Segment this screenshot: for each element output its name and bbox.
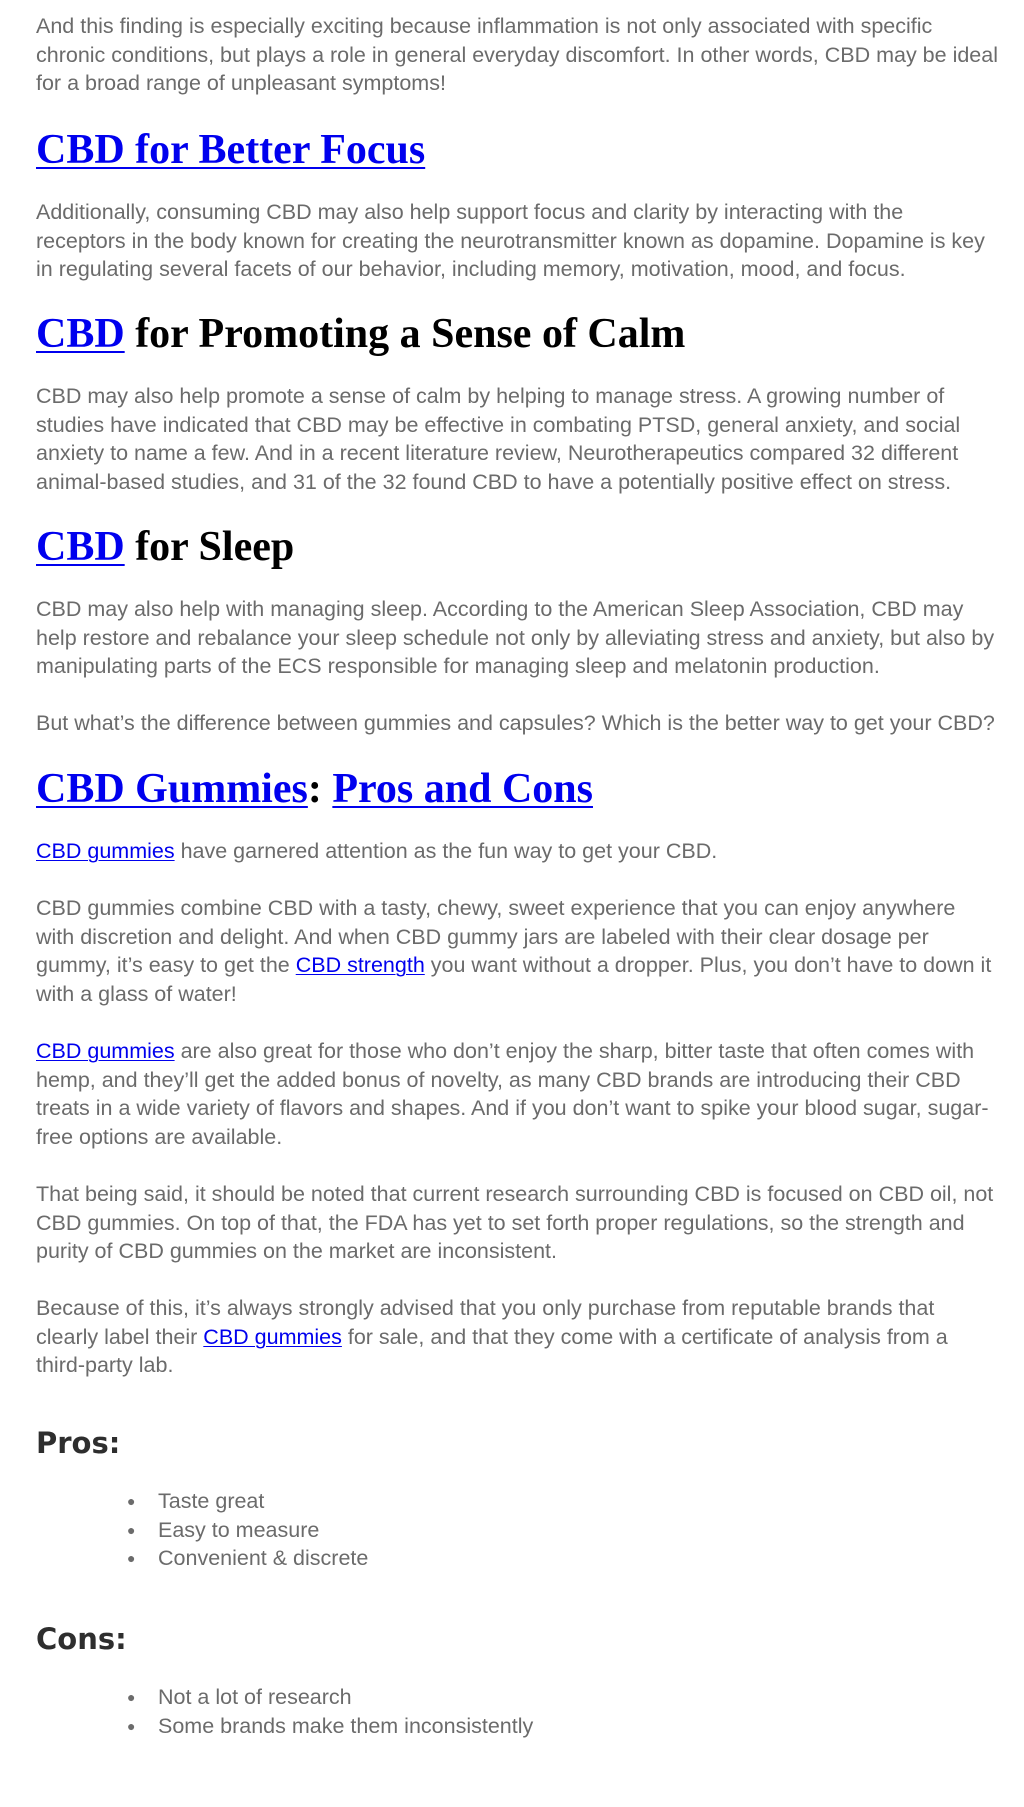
cbd-gummies-link[interactable]: CBD gummies (36, 1039, 175, 1063)
focus-paragraph: Additionally, consuming CBD may also help support focus and clarity by interacting with the receptors in the body known for creating the neurotransmitter known as dopamine. Dopamine is key in regulating several facets of our behavior, including memory, motivation, mood, and focus. (36, 200, 985, 281)
sleep-paragraph: CBD may also help with managing sleep. According to the American Sleep Association, CBD may help restore and rebalance your sleep schedule not only by alleviating stress and anxiety, but also by manipulating parts of the ECS responsible for managing sleep and melatonin production. (36, 597, 995, 678)
gummies-paragraph-4: That being said, it should be noted that current research surrounding CBD is focused on CBD oil, not CBD gummies. On top of that, the FDA has yet to set forth proper regulations, so the strength and purity of CBD gummies on the market are inconsistent. (36, 1182, 994, 1263)
heading-pros-and-cons-link[interactable]: Pros and Cons (332, 766, 593, 812)
gummies-paragraph-5-text-end: for sale, and that they come with a certificate of analysis from a third-party lab. (36, 1324, 948, 1377)
heading-cbd-link[interactable]: CBD (36, 524, 125, 570)
heading-better-focus-link[interactable]: CBD for Better Focus (36, 127, 426, 173)
cons-heading: Cons: (36, 1622, 127, 1656)
gummies-paragraph-5 (36, 1294, 998, 1380)
heading-cbd-gummies-link[interactable]: CBD Gummies (36, 766, 308, 812)
gummies-paragraph-3-text: are also great for those who don’t enjoy the sharp, bitter taste that often comes with hemp, and they’ll get the added bonus of novelty, as many CBD brands are introducing their CBD treats in a wide variety of flavors and shapes. And if you don’t want to spike your blood sugar, sugar-free options are available. (36, 1039, 989, 1149)
list-item (118, 1683, 533, 1712)
heading-gummies-pros-cons (36, 765, 998, 813)
gummies-paragraph-2-text-end: you want without a dropper. Plus, you don’t have to down it with a glass of water! (36, 953, 992, 1006)
gummies-paragraph-3 (36, 1037, 998, 1151)
list-item (118, 1544, 368, 1573)
intro-paragraph: And this finding is especially exciting because inflammation is not only associated with specific chronic conditions, but plays a role in general everyday discomfort. In other words, CBD may be ideal for a broad range of unpleasant symptoms! (36, 14, 998, 95)
bullet-icon: ● (127, 1521, 136, 1538)
gummies-paragraph-2-text: CBD gummies combine CBD with a tasty, chewy, sweet experience that you can enjoy anywhere with discretion and delight. And when CBD gummy jars are labeled with their clear dosage per gummy, it’s easy to get the (36, 896, 956, 977)
calm-paragraph: CBD may also help promote a sense of calm by helping to manage stress. A growing number of studies have indicated that CBD may be effective in combating PTSD, general anxiety, and social anxiety to name a few. And in a recent literature review, Neurotherapeutics compared 32 different animal-based studies, and 31 of the 32 found CBD to have a potentially positive effect on stress. (36, 384, 961, 494)
list-item (118, 1487, 368, 1516)
gummies-paragraph-5-text: Because of this, it’s always strongly advised that you only purchase from reputable brands that clearly label their (36, 1296, 935, 1349)
list-item-text: Taste great (158, 1489, 265, 1513)
bullet-icon: ● (127, 1689, 136, 1705)
cons-list (118, 1683, 533, 1740)
bullet-icon: ● (127, 1550, 136, 1566)
pros-list (118, 1487, 368, 1573)
list-item-text: Not a lot of research (158, 1685, 352, 1709)
heading-sense-of-calm (36, 310, 998, 358)
heading-calm-text: for Promoting a Sense of Calm (124, 311, 686, 357)
heading-cbd-link[interactable]: CBD (36, 311, 125, 357)
bullet-icon: ● (127, 1717, 136, 1734)
heading-separator: : (307, 766, 333, 812)
cbd-gummies-link[interactable]: CBD gummies (203, 1324, 342, 1349)
pros-heading: Pros: (36, 1426, 121, 1460)
heading-sleep-text: for Sleep (124, 524, 295, 570)
gummies-paragraph-2 (36, 894, 998, 1008)
gummies-paragraph-1 (36, 837, 998, 866)
bullet-icon: ● (127, 1493, 136, 1509)
gummies-vs-capsules-question: But what’s the difference between gummies and capsules? Which is the better way to get your CBD? (36, 711, 995, 735)
list-item-text: Some brands make them inconsistently (158, 1713, 534, 1738)
cbd-strength-link[interactable]: CBD strength (295, 953, 425, 977)
heading-better-focus (36, 126, 998, 174)
list-item (118, 1712, 533, 1741)
list-item (118, 1516, 368, 1545)
cbd-gummies-link[interactable]: CBD gummies (36, 839, 175, 863)
list-item-text: Convenient & discrete (158, 1546, 369, 1570)
list-item-text: Easy to measure (158, 1517, 320, 1542)
heading-sleep (36, 523, 998, 571)
gummies-paragraph-1-text: have garnered attention as the fun way to get your CBD. (174, 839, 718, 863)
